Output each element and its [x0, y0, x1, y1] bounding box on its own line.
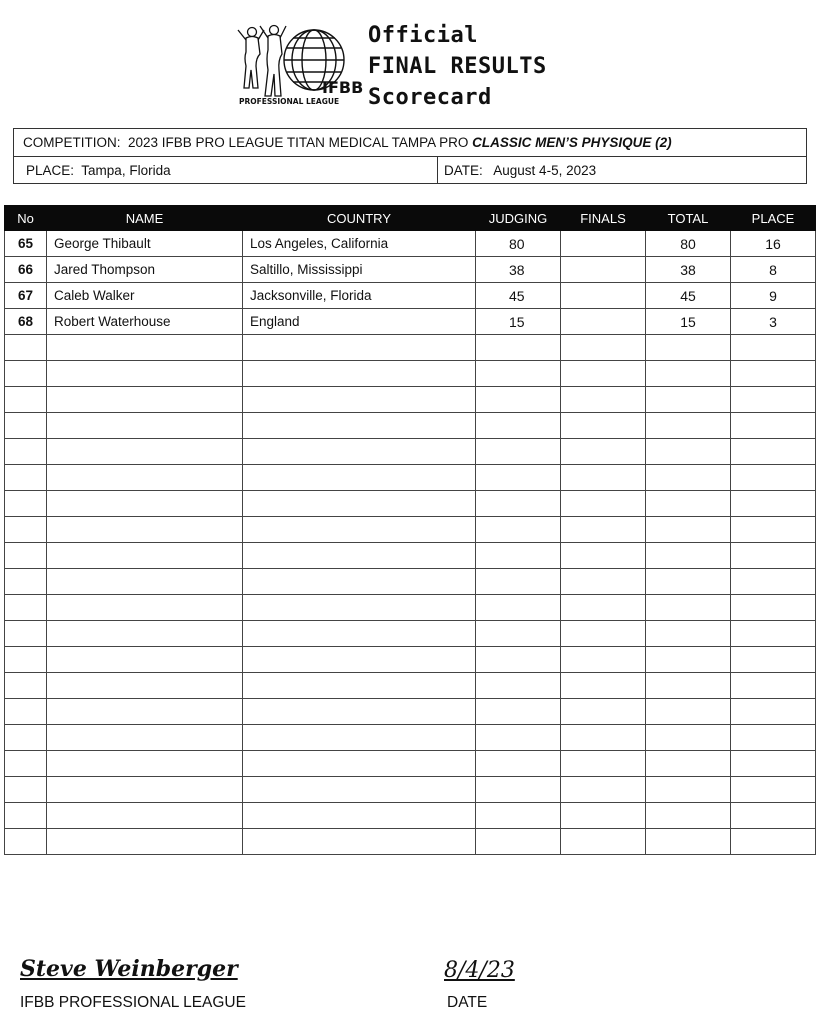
empty-table-row: [5, 595, 816, 621]
empty-cell: [243, 517, 476, 543]
empty-cell: [561, 517, 646, 543]
place-cell: [14, 157, 438, 184]
cell-name: Jared Thompson: [47, 257, 243, 283]
empty-cell: [646, 673, 731, 699]
empty-cell: [243, 439, 476, 465]
signature: Steve Weinberger: [20, 956, 238, 982]
empty-cell: [476, 517, 561, 543]
empty-rows: [5, 335, 816, 855]
empty-cell: [731, 699, 816, 725]
empty-cell: [646, 465, 731, 491]
cell-name: Caleb Walker: [47, 283, 243, 309]
empty-cell: [731, 647, 816, 673]
date-value: August 4-5, 2023: [493, 163, 597, 178]
empty-cell: [476, 413, 561, 439]
logo-subtitle: PROFESSIONAL LEAGUE: [239, 97, 340, 106]
signature-label: IFBB PROFESSIONAL LEAGUE: [20, 994, 246, 1011]
table-row: [5, 257, 816, 283]
empty-cell: [561, 621, 646, 647]
empty-table-row: [5, 673, 816, 699]
empty-cell: [47, 725, 243, 751]
competition-row: [14, 129, 806, 157]
empty-cell: [243, 465, 476, 491]
empty-cell: [561, 803, 646, 829]
empty-cell: [731, 491, 816, 517]
empty-cell: [5, 673, 47, 699]
empty-cell: [47, 569, 243, 595]
empty-cell: [476, 829, 561, 855]
empty-cell: [476, 803, 561, 829]
empty-cell: [243, 673, 476, 699]
empty-cell: [5, 517, 47, 543]
empty-cell: [646, 517, 731, 543]
empty-cell: [476, 751, 561, 777]
empty-cell: [47, 387, 243, 413]
competition-label: COMPETITION:: [23, 135, 121, 150]
empty-cell: [476, 673, 561, 699]
empty-table-row: [5, 413, 816, 439]
cell-name: George Thibault: [47, 231, 243, 257]
empty-cell: [646, 335, 731, 361]
column-header-place: PLACE: [731, 206, 816, 231]
empty-cell: [646, 491, 731, 517]
empty-table-row: [5, 699, 816, 725]
empty-cell: [243, 829, 476, 855]
empty-cell: [731, 621, 816, 647]
empty-table-row: [5, 439, 816, 465]
table-header-row: [5, 206, 816, 231]
empty-cell: [476, 543, 561, 569]
empty-cell: [47, 751, 243, 777]
column-header-total: TOTAL: [646, 206, 731, 231]
empty-table-row: [5, 751, 816, 777]
column-header-country: COUNTRY: [243, 206, 476, 231]
empty-table-row: [5, 647, 816, 673]
empty-cell: [476, 439, 561, 465]
empty-cell: [646, 751, 731, 777]
empty-table-row: [5, 829, 816, 855]
column-header-no: No: [5, 206, 47, 231]
empty-cell: [561, 387, 646, 413]
date-label: DATE:: [444, 163, 483, 178]
empty-cell: [561, 491, 646, 517]
empty-cell: [47, 335, 243, 361]
empty-cell: [5, 491, 47, 517]
empty-cell: [47, 595, 243, 621]
empty-cell: [476, 387, 561, 413]
empty-cell: [47, 543, 243, 569]
empty-cell: [243, 387, 476, 413]
competition-info-box: [13, 128, 807, 184]
empty-cell: [47, 413, 243, 439]
column-header-judging: JUDGING: [476, 206, 561, 231]
empty-cell: [476, 725, 561, 751]
signed-date-label: DATE: [447, 994, 488, 1011]
column-header-finals: FINALS: [561, 206, 646, 231]
empty-cell: [47, 829, 243, 855]
empty-cell: [47, 517, 243, 543]
empty-cell: [731, 387, 816, 413]
empty-cell: [243, 595, 476, 621]
athletes-icon: [238, 26, 286, 97]
empty-cell: [561, 699, 646, 725]
empty-cell: [561, 465, 646, 491]
empty-cell: [243, 335, 476, 361]
empty-cell: [731, 517, 816, 543]
empty-cell: [243, 777, 476, 803]
empty-table-row: [5, 569, 816, 595]
empty-cell: [561, 829, 646, 855]
place-value: Tampa, Florida: [81, 163, 171, 178]
cell-total: 45: [646, 283, 731, 309]
empty-cell: [561, 647, 646, 673]
empty-table-row: [5, 491, 816, 517]
results-table: [4, 205, 816, 855]
empty-cell: [47, 777, 243, 803]
cell-total: 80: [646, 231, 731, 257]
empty-cell: [243, 413, 476, 439]
title-line-official: Official: [368, 23, 478, 48]
empty-cell: [561, 777, 646, 803]
empty-cell: [731, 829, 816, 855]
empty-cell: [646, 829, 731, 855]
empty-cell: [646, 803, 731, 829]
cell-no: 68: [5, 309, 47, 335]
cell-no: 67: [5, 283, 47, 309]
empty-cell: [476, 777, 561, 803]
empty-cell: [476, 647, 561, 673]
empty-cell: [5, 621, 47, 647]
empty-cell: [47, 361, 243, 387]
empty-cell: [5, 725, 47, 751]
empty-table-row: [5, 465, 816, 491]
empty-table-row: [5, 725, 816, 751]
empty-cell: [476, 491, 561, 517]
empty-cell: [5, 777, 47, 803]
empty-cell: [47, 673, 243, 699]
empty-table-row: [5, 335, 816, 361]
empty-cell: [561, 413, 646, 439]
empty-cell: [5, 465, 47, 491]
empty-cell: [646, 387, 731, 413]
title-line-scorecard: Scorecard: [368, 85, 492, 110]
empty-cell: [5, 543, 47, 569]
empty-cell: [5, 699, 47, 725]
empty-table-row: [5, 621, 816, 647]
empty-table-row: [5, 361, 816, 387]
empty-cell: [731, 543, 816, 569]
empty-cell: [731, 751, 816, 777]
empty-cell: [561, 595, 646, 621]
empty-cell: [47, 491, 243, 517]
empty-cell: [47, 439, 243, 465]
empty-cell: [476, 335, 561, 361]
empty-cell: [561, 751, 646, 777]
empty-cell: [646, 439, 731, 465]
empty-cell: [5, 751, 47, 777]
cell-judging: 15: [476, 309, 561, 335]
signed-date: 8/4/23: [444, 958, 515, 983]
empty-table-row: [5, 387, 816, 413]
empty-cell: [646, 413, 731, 439]
empty-table-row: [5, 803, 816, 829]
cell-judging: 80: [476, 231, 561, 257]
empty-cell: [47, 699, 243, 725]
table-row: [5, 309, 816, 335]
empty-cell: [731, 413, 816, 439]
empty-cell: [5, 361, 47, 387]
empty-cell: [476, 569, 561, 595]
empty-cell: [243, 569, 476, 595]
cell-country: Saltillo, Mississippi: [243, 257, 476, 283]
empty-cell: [731, 439, 816, 465]
cell-place: 8: [731, 257, 816, 283]
empty-cell: [646, 777, 731, 803]
cell-judging: 45: [476, 283, 561, 309]
empty-cell: [47, 465, 243, 491]
empty-cell: [5, 595, 47, 621]
competition-name: 2023 IFBB PRO LEAGUE TITAN MEDICAL TAMPA PRO: [128, 135, 469, 150]
empty-cell: [5, 387, 47, 413]
empty-cell: [243, 491, 476, 517]
empty-cell: [561, 725, 646, 751]
empty-cell: [47, 621, 243, 647]
competition-division: CLASSIC MEN’S PHYSIQUE (2): [472, 135, 672, 150]
table-row: [5, 283, 816, 309]
empty-table-row: [5, 517, 816, 543]
table-row: [5, 231, 816, 257]
cell-no: 65: [5, 231, 47, 257]
empty-cell: [731, 725, 816, 751]
date-cell: [438, 157, 812, 184]
empty-cell: [646, 621, 731, 647]
column-header-name: NAME: [47, 206, 243, 231]
empty-cell: [646, 595, 731, 621]
empty-cell: [731, 595, 816, 621]
empty-cell: [731, 569, 816, 595]
cell-country: Jacksonville, Florida: [243, 283, 476, 309]
empty-cell: [476, 465, 561, 491]
empty-cell: [731, 803, 816, 829]
empty-cell: [5, 569, 47, 595]
cell-judging: 38: [476, 257, 561, 283]
empty-cell: [243, 361, 476, 387]
empty-cell: [243, 699, 476, 725]
empty-cell: [561, 361, 646, 387]
empty-cell: [47, 647, 243, 673]
empty-cell: [646, 699, 731, 725]
empty-cell: [561, 335, 646, 361]
cell-finals: [561, 257, 646, 283]
empty-cell: [5, 335, 47, 361]
empty-cell: [731, 361, 816, 387]
empty-cell: [646, 361, 731, 387]
cell-finals: [561, 283, 646, 309]
empty-cell: [5, 647, 47, 673]
cell-no: 66: [5, 257, 47, 283]
cell-finals: [561, 231, 646, 257]
empty-cell: [5, 803, 47, 829]
empty-cell: [646, 725, 731, 751]
empty-cell: [243, 803, 476, 829]
empty-cell: [243, 751, 476, 777]
empty-cell: [243, 543, 476, 569]
cell-country: England: [243, 309, 476, 335]
empty-cell: [476, 361, 561, 387]
empty-cell: [5, 829, 47, 855]
empty-cell: [243, 647, 476, 673]
empty-cell: [646, 543, 731, 569]
empty-cell: [476, 595, 561, 621]
empty-cell: [731, 673, 816, 699]
empty-cell: [561, 543, 646, 569]
empty-cell: [646, 647, 731, 673]
empty-cell: [476, 699, 561, 725]
empty-cell: [5, 413, 47, 439]
page-title: [368, 20, 547, 113]
empty-cell: [561, 569, 646, 595]
empty-cell: [561, 673, 646, 699]
cell-name: Robert Waterhouse: [47, 309, 243, 335]
cell-finals: [561, 309, 646, 335]
empty-cell: [243, 621, 476, 647]
cell-total: 15: [646, 309, 731, 335]
empty-cell: [731, 777, 816, 803]
cell-place: 16: [731, 231, 816, 257]
cell-total: 38: [646, 257, 731, 283]
cell-country: Los Angeles, California: [243, 231, 476, 257]
empty-table-row: [5, 543, 816, 569]
place-label: PLACE:: [26, 163, 75, 178]
empty-cell: [731, 335, 816, 361]
empty-cell: [476, 621, 561, 647]
logo-brand: IFBB: [322, 78, 364, 97]
empty-cell: [731, 465, 816, 491]
empty-cell: [5, 439, 47, 465]
empty-cell: [243, 725, 476, 751]
cell-place: 3: [731, 309, 816, 335]
empty-cell: [561, 439, 646, 465]
empty-cell: [646, 569, 731, 595]
title-line-final-results: FINAL RESULTS: [368, 54, 547, 79]
empty-table-row: [5, 777, 816, 803]
empty-cell: [47, 803, 243, 829]
cell-place: 9: [731, 283, 816, 309]
